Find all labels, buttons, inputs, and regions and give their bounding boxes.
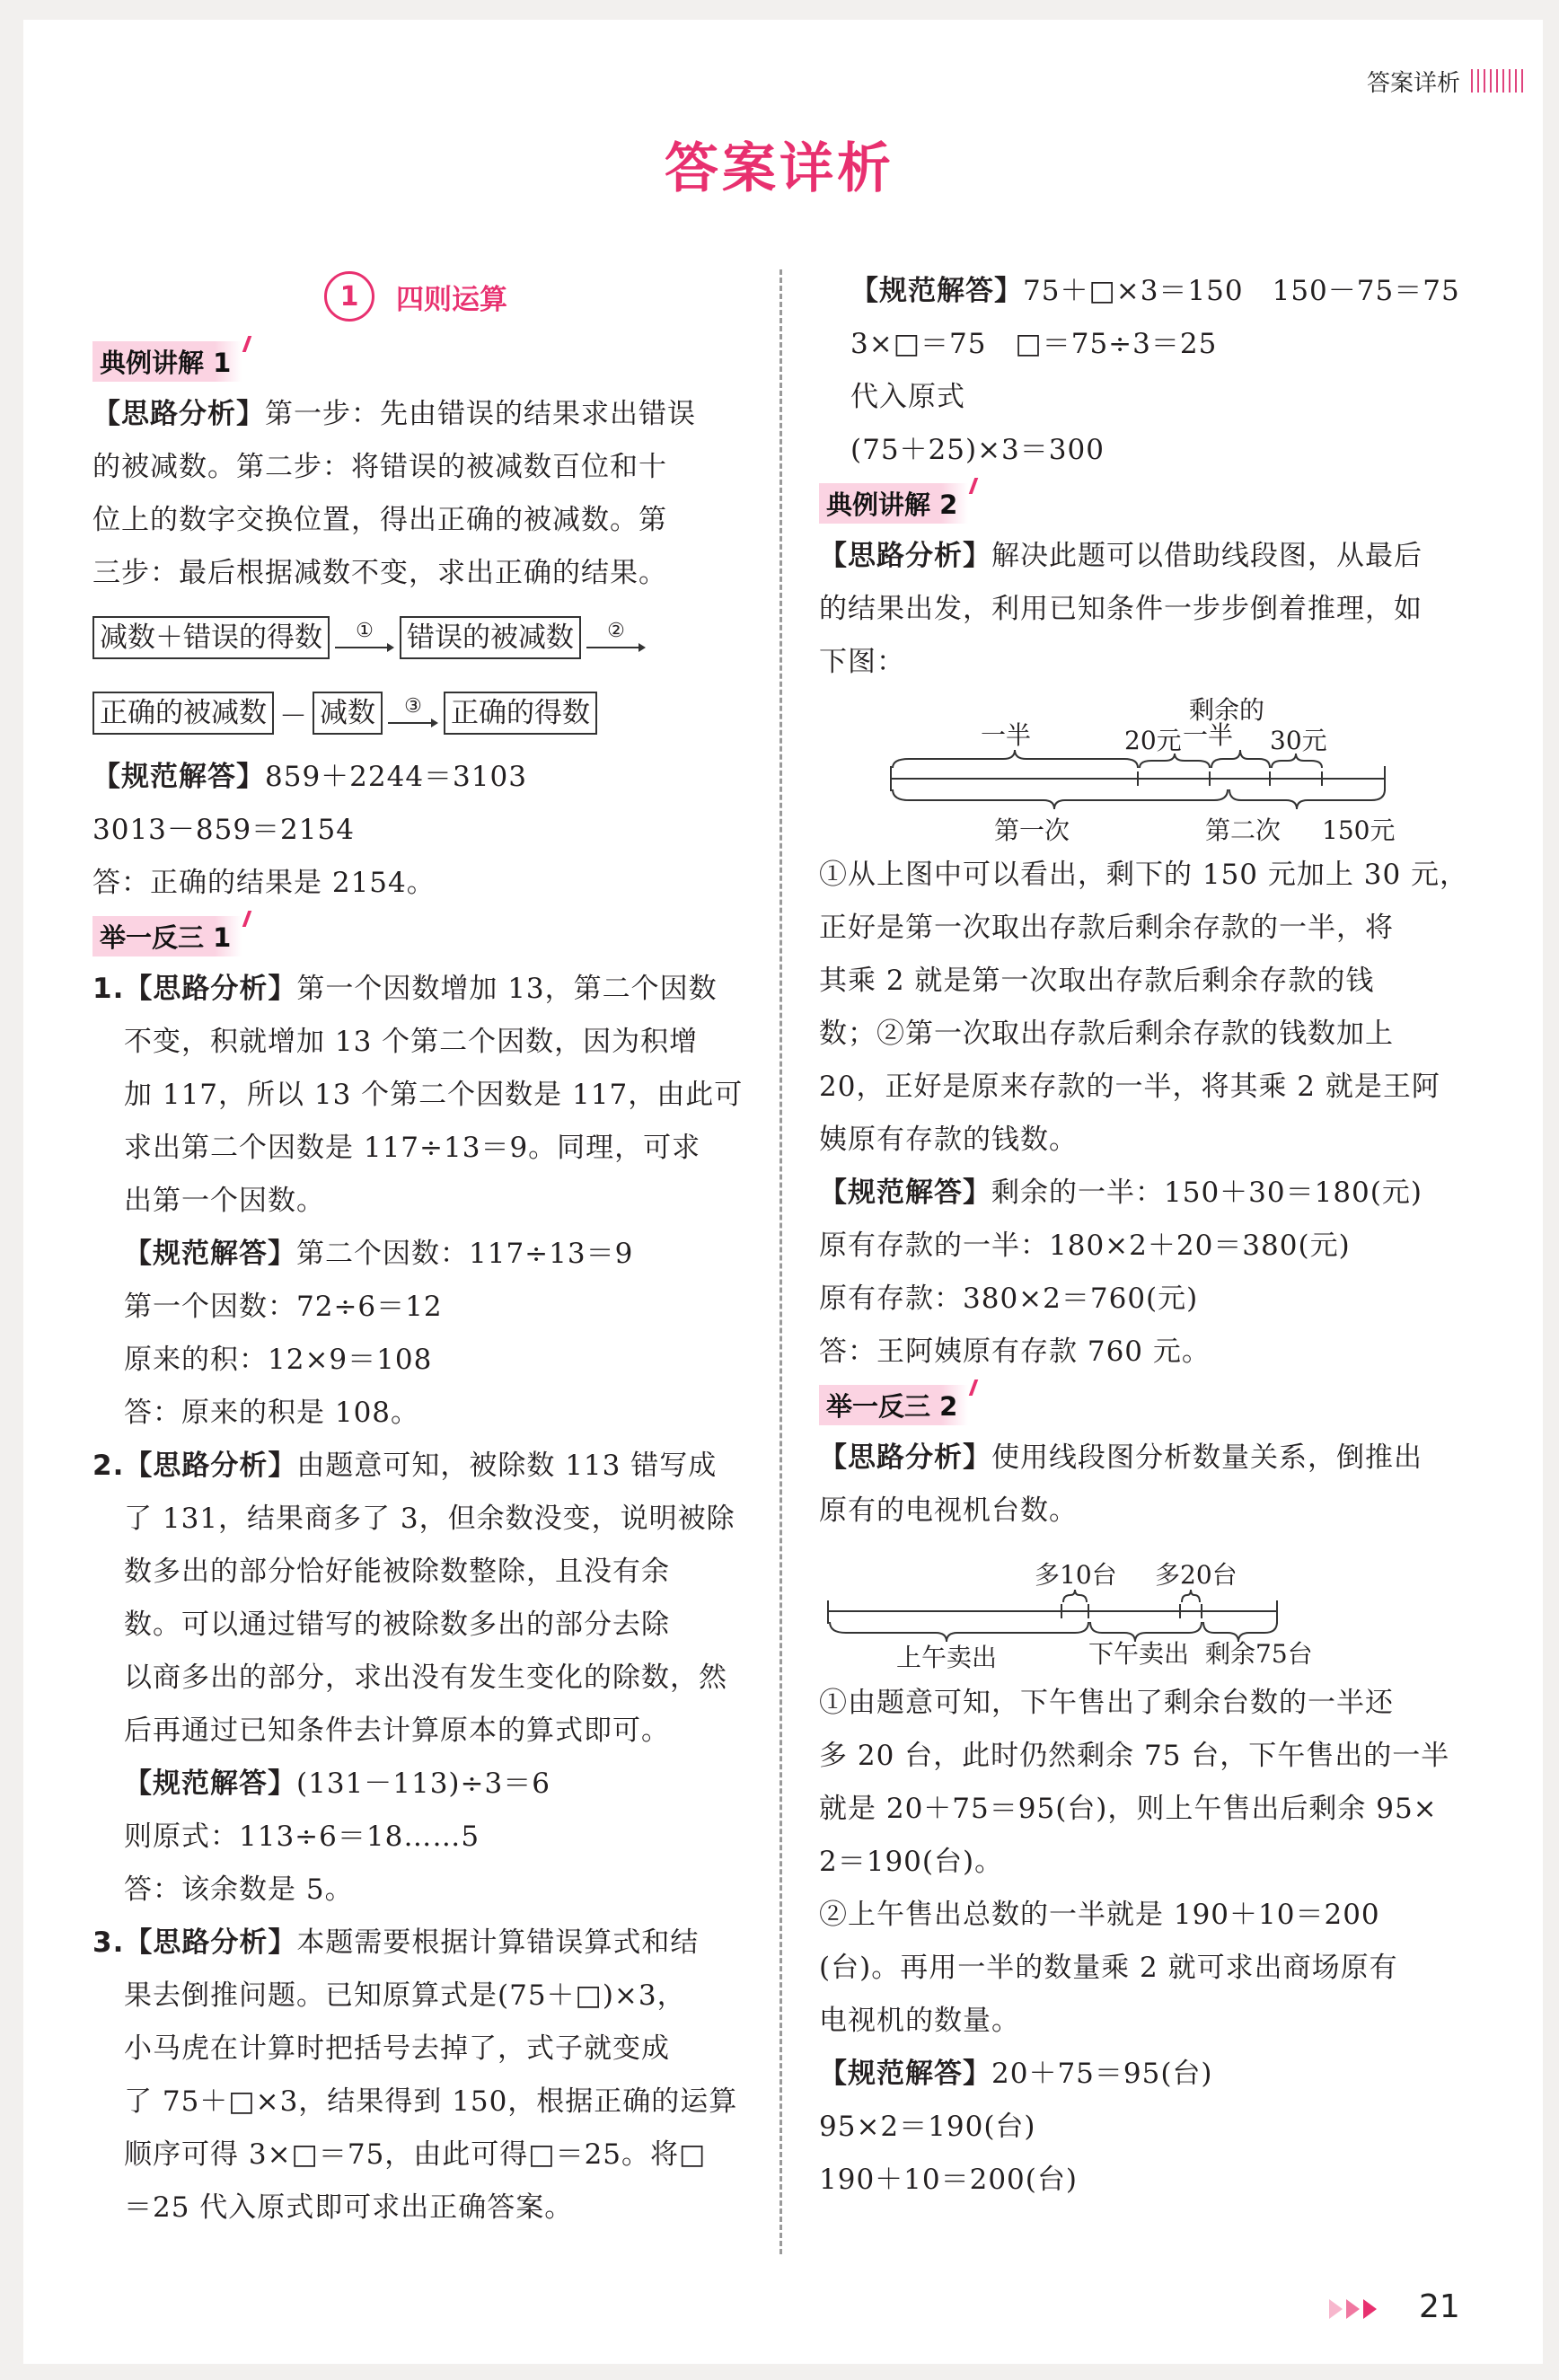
prac2-explain-line: 就是 20＋75＝95(台)，则上午售出后剩余 95× (819, 1793, 1438, 1825)
section-number: 1 (324, 271, 374, 322)
diagram-label-20yuan: 20元 (1124, 726, 1182, 755)
q2-answer-line: 【规范解答】(131－113)÷3＝6 (124, 1767, 550, 1800)
ex2-analysis-line: 的结果出发，利用已知条件一步步倒着推理，如 (819, 593, 1422, 625)
q1-answer-line: 第一个因数：72÷6＝12 (124, 1291, 443, 1323)
q3-analysis-line: 小马虎在计算时把括号去掉了，式子就变成 (124, 2032, 670, 2065)
diagram-label-more20: 多20台 (1155, 1560, 1238, 1590)
left-column (92, 265, 744, 2235)
q2-answer-line: 则原式：113÷6＝18……5 (124, 1820, 480, 1853)
q3-analysis-line: 顺序可得 3×□＝75，由此可得□＝25。将□ (124, 2138, 707, 2171)
flow-box: 减数＋错误的得数 (92, 616, 330, 659)
flow-box: 正确的被减数 (92, 692, 274, 735)
diagram-label-150yuan: 150元 (1322, 815, 1396, 845)
ex2-explain-line: 正好是第一次取出存款后剩余存款的一半，将 (819, 912, 1394, 944)
q1-analysis-line: 1.【思路分析】第一个因数增加 13，第二个因数 (92, 973, 718, 1005)
ex1-answer-line: 3013－859＝2154 (92, 814, 355, 846)
section-title: 四则运算 (396, 283, 507, 316)
ex2-answer-line: 答：王阿姨原有存款 760 元。 (819, 1335, 1211, 1368)
q2-analysis-line: 数。可以通过错写的被除数多出的部分去除 (124, 1609, 670, 1641)
q3-answer-line: 【规范解答】75＋□×3＝150 150－75＝75 (850, 275, 1460, 307)
ex1-analysis-line: 【思路分析】第一步：先由错误的结果求出错误 (92, 398, 696, 430)
q3-answer-line: 3×□＝75 □＝75÷3＝25 (850, 328, 1218, 360)
flow-diagram-row-1 (92, 600, 739, 675)
flow-arrow-icon: ① (335, 621, 394, 654)
prac2-answer-line: 95×2＝190(台) (819, 2111, 1036, 2143)
ex2-explain-line: 数；②第一次取出存款后剩余存款的钱数加上 (819, 1018, 1394, 1050)
line-segment-diagram-tv (819, 1538, 1466, 1677)
flow-minus: － (279, 700, 307, 733)
q1-answer-line: 原来的积：12×9＝108 (124, 1344, 433, 1376)
prac2-explain-line: 电视机的数量。 (819, 2005, 1020, 2037)
prac2-explain-line: ①由题意可知，下午售出了剩余台数的一半还 (819, 1687, 1394, 1719)
q1-analysis-line: 出第一个因数。 (124, 1185, 325, 1217)
q1-answer-line: 【规范解答】第二个因数：117÷13＝9 (124, 1238, 634, 1270)
page-title: 答案详析 (665, 137, 894, 200)
practice-label-2-text: 举一反三 2 (819, 1385, 968, 1425)
ex1-analysis-line: 的被减数。第二步：将错误的被减数百位和十 (92, 451, 667, 483)
prac2-analysis-line: 【思路分析】使用线段图分析数量关系，倒推出 (819, 1441, 1422, 1474)
q3-answer-line: 代入原式 (850, 381, 965, 413)
flow-box: 错误的被减数 (400, 616, 581, 659)
diagram-label-remaining: 剩余的 (1189, 695, 1265, 725)
example-label-2 (819, 477, 1466, 530)
diagram-label-half: 一半 (981, 720, 1032, 750)
q2-analysis-line: 以商多出的部分，求出没有发生变化的除数，然 (124, 1662, 727, 1694)
practice-label-1-text: 举一反三 1 (92, 916, 242, 956)
diagram-label-second: 第二次 (1205, 815, 1282, 845)
q1-analysis-line: 加 117，所以 13 个第二个因数是 117，由此可 (124, 1079, 744, 1111)
prac2-explain-line: (台)。再用一半的数量乘 2 就可求出商场原有 (819, 1952, 1398, 1984)
flow-arrow-icon: ③ (388, 697, 438, 729)
q2-analysis-line: 2.【思路分析】由题意可知，被除数 113 错写成 (92, 1450, 718, 1482)
flow-box: 正确的得数 (444, 692, 597, 735)
q3-analysis-line: 了 75＋□×3，结果得到 150，根据正确的运算 (124, 2085, 738, 2118)
flow-arrow-icon: ② (586, 621, 646, 654)
ex2-explain-line: 其乘 2 就是第一次取出存款后剩余存款的钱 (819, 965, 1375, 997)
ex1-answer-line: 【规范解答】859＋2244＝3103 (92, 761, 527, 793)
flow-box: 减数 (313, 692, 383, 735)
practice-label-1 (92, 910, 739, 963)
column-divider (780, 269, 782, 2254)
ex1-analysis-line: 位上的数字交换位置，得出正确的被减数。第 (92, 504, 667, 536)
q3-analysis-line: 3.【思路分析】本题需要根据计算错误算式和结 (92, 1926, 700, 1959)
diagram-label-first: 第一次 (994, 815, 1070, 845)
ex2-analysis-line: 下图： (819, 646, 905, 678)
diagram-label-half: 一半 (1183, 720, 1234, 750)
ex2-explain-line: 20，正好是原来存款的一半，将其乘 2 就是王阿 (819, 1071, 1440, 1103)
practice-label-2 (819, 1379, 1466, 1432)
ex1-analysis-line: 三步：最后根据减数不变，求出正确的结果。 (92, 557, 667, 589)
ex2-analysis-line: 【思路分析】解决此题可以借助线段图，从最后 (819, 540, 1422, 572)
diagram-label-more10: 多10台 (1035, 1560, 1117, 1590)
q2-analysis-line: 后再通过已知条件去计算原本的算式即可。 (124, 1714, 670, 1747)
q3-answer-line: (75＋25)×3＝300 (850, 434, 1105, 466)
ex2-answer-line: 原有存款：380×2＝760(元) (819, 1283, 1199, 1315)
prac2-explain-line: ②上午售出总数的一半就是 190＋10＝200 (819, 1899, 1380, 1931)
prac2-explain-line: 多 20 台，此时仍然剩余 75 台，下午售出的一半 (819, 1740, 1450, 1772)
example-label-2-text: 典例讲解 2 (819, 483, 968, 524)
ex2-explain-line: 姨原有存款的钱数。 (819, 1124, 1078, 1156)
diagram-label-afternoon: 下午卖出 (1088, 1639, 1190, 1669)
q1-analysis-line: 求出第二个因数是 117÷13＝9。同理，可求 (124, 1132, 701, 1164)
ex1-answer-line: 答：正确的结果是 2154。 (92, 867, 436, 899)
section-heading (92, 265, 739, 328)
diagram-label-morning: 上午卖出 (896, 1643, 998, 1672)
page-number: 21 (1419, 2288, 1460, 2325)
q2-analysis-line: 了 131，结果商多了 3，但余数没变，说明被除 (124, 1503, 735, 1535)
q1-analysis-line: 不变，积就增加 13 个第二个因数，因为积增 (124, 1026, 699, 1058)
prac2-explain-line: 2＝190(台)。 (819, 1846, 1004, 1878)
decorative-stripes-icon (1471, 69, 1523, 93)
q2-analysis-line: 数多出的部分恰好能被除数整除，且没有余 (124, 1556, 670, 1588)
running-head (1367, 63, 1523, 99)
q3-analysis-line: ＝25 代入原式即可求出正确答案。 (124, 2191, 574, 2224)
diagram-label-30yuan: 30元 (1270, 726, 1327, 755)
line-segment-diagram-savings (819, 689, 1466, 849)
prac2-analysis-line: 原有的电视机台数。 (819, 1494, 1078, 1527)
ex2-answer-line: 【规范解答】剩余的一半：150＋30＝180(元) (819, 1177, 1422, 1209)
ex2-explain-line: ①从上图中可以看出，剩下的 150 元加上 30 元， (819, 859, 1469, 891)
right-column (819, 265, 1469, 2207)
example-label-1 (92, 335, 739, 388)
page-arrows-icon (1329, 2299, 1377, 2319)
prac2-answer-line: 【规范解答】20＋75＝95(台) (819, 2058, 1213, 2090)
q3-analysis-line: 果去倒推问题。已知原算式是(75＋□)×3， (124, 1979, 686, 2012)
diagram-label-remain: 剩余75台 (1205, 1639, 1313, 1669)
flow-diagram-row-2 (92, 675, 739, 751)
prac2-answer-line: 190＋10＝200(台) (819, 2164, 1078, 2196)
ex2-answer-line: 原有存款的一半：180×2＋20＝380(元) (819, 1230, 1351, 1262)
example-label-1-text: 典例讲解 1 (92, 341, 242, 382)
q2-answer-line: 答：该余数是 5。 (124, 1873, 354, 1906)
q1-answer-line: 答：原来的积是 108。 (124, 1397, 420, 1429)
running-head-text: 答案详析 (1366, 69, 1460, 97)
